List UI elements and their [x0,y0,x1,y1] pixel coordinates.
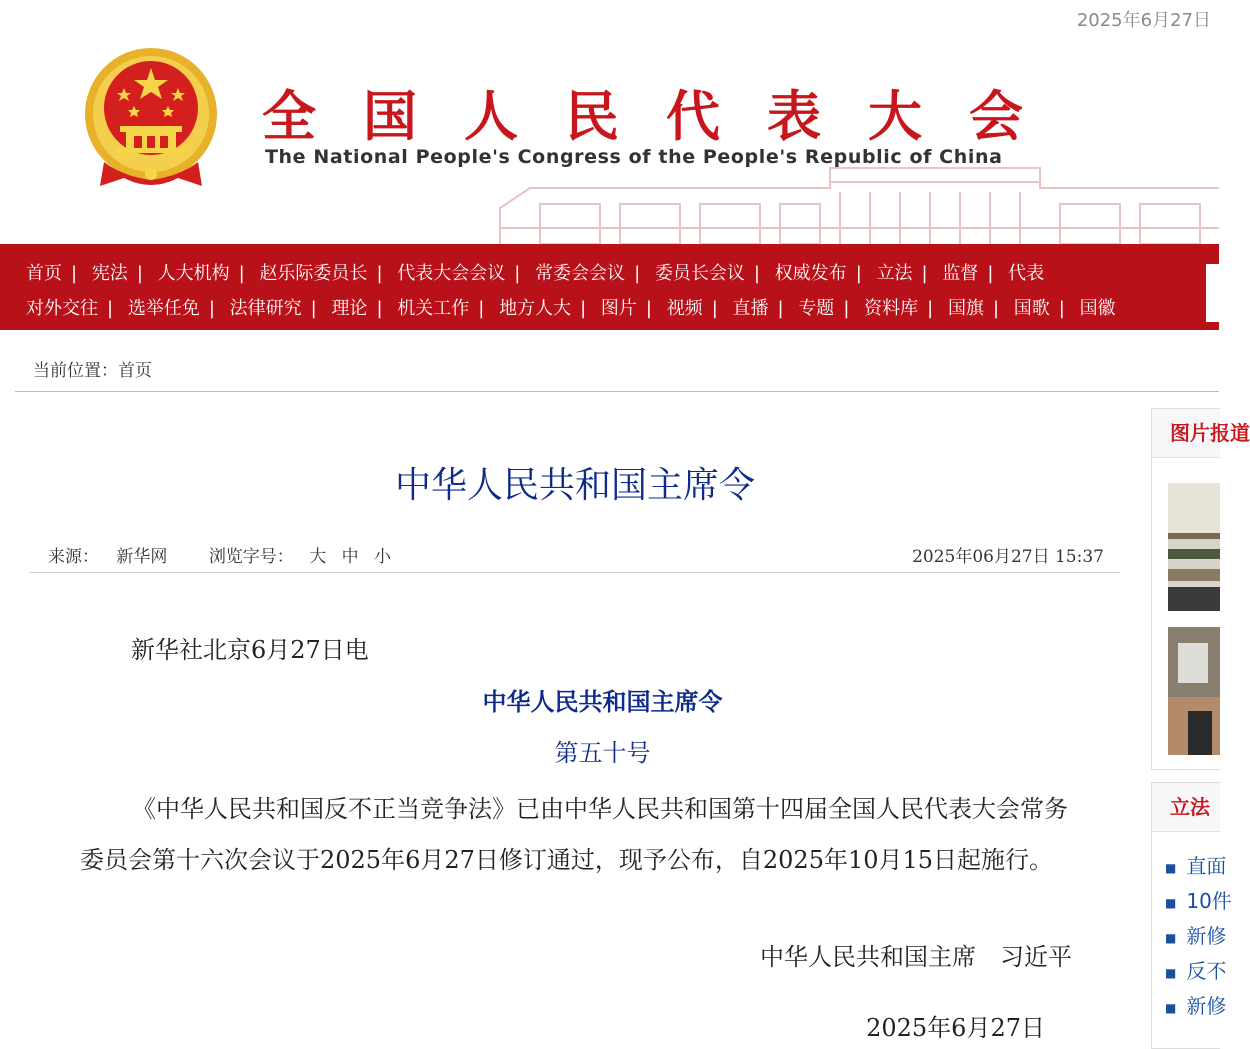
nav-item-releases[interactable]: 权威发布 [774,263,847,284]
nav-item-institutions[interactable]: 人大机构 [157,263,230,284]
list-item[interactable] [1165,885,1232,920]
great-hall-icon [500,168,1219,244]
article-title: 中华人民共和国主席令 [394,465,755,506]
nav-item-local-congress[interactable]: 地方人大 [499,298,572,319]
nav-item-emblem[interactable]: 国徽 [1079,298,1116,319]
bullet-icon: ■ [1165,860,1177,875]
meta-left [48,542,391,567]
bullet-icon: ■ [1165,895,1177,910]
nav-separator: | [645,298,652,319]
national-emblem-icon[interactable] [82,44,220,194]
nav-item-chairmen-council[interactable]: 委员长会议 [654,263,745,284]
photo-thumbnail-meeting[interactable] [1168,483,1220,611]
list-item[interactable] [1165,850,1232,885]
nav-separator: | [310,298,317,319]
nav-item-legislation[interactable]: 立法 [876,263,913,284]
legislation-list [1165,850,1232,1025]
order-title: 中华人民共和国主席令 [482,687,723,716]
breadcrumb-divider [15,391,1219,392]
article-meta [30,542,1120,573]
list-item[interactable] [1165,920,1232,955]
nav-item-legal-research[interactable]: 法律研究 [229,298,302,319]
nav-separator: | [777,298,784,319]
article-dateline: 新华社北京6月27日电 [131,636,369,664]
nav-separator: | [376,263,383,284]
nav-item-topics[interactable]: 专题 [798,298,835,319]
nav-separator: | [634,263,641,284]
nav-item-chairman[interactable]: 赵乐际委员长 [259,263,368,284]
nav-item-home[interactable]: 首页 [26,263,62,284]
nav-edge [1206,264,1219,322]
nav-item-live[interactable]: 直播 [732,298,769,319]
nav-separator: | [580,298,587,319]
nav-row-2 [26,294,1116,320]
source-label: 来源： [48,547,99,567]
nav-separator: | [376,298,383,319]
nav-separator: | [843,298,850,319]
article-datetime: 2025年06月27日 15:37 [912,547,1104,567]
bullet-icon: ■ [1165,930,1177,945]
fontsize-small-button[interactable]: 小 [374,547,392,567]
article-paragraph: 《中华人民共和国反不正当竞争法》已由中华人民共和国第十四届全国人民代表大会常务委员会第十六次会议于2025年6月27日修订通过，现予公布，自2025年10月15日起施行。 [80,795,1068,874]
nav-separator: | [711,298,718,319]
nav-item-supervision[interactable]: 监督 [942,263,979,284]
photo-report-box [1151,408,1250,770]
nav-item-constitution[interactable]: 宪法 [91,263,128,284]
nav-separator: | [71,263,78,284]
main-nav [0,244,1219,330]
nav-separator: | [238,263,245,284]
nav-item-database[interactable]: 资料库 [864,298,919,319]
nav-item-standing-committee[interactable]: 常委会会议 [535,263,626,284]
nav-separator: | [478,298,485,319]
nav-item-office-work[interactable]: 机关工作 [397,298,470,319]
list-item-label[interactable]: 10件 [1186,889,1232,913]
article-sign-date: 2025年6月27日 [866,1014,1045,1042]
nav-item-elections[interactable]: 选举任免 [127,298,200,319]
nav-separator: | [136,263,143,284]
nav-separator: | [107,298,114,319]
legislation-heading[interactable]: 立法 [1152,783,1220,832]
nav-item-video[interactable]: 视频 [666,298,703,319]
top-date: 2025年6月27日 [1076,10,1211,31]
nav-separator: | [987,263,994,284]
bullet-icon: ■ [1165,1000,1177,1015]
nav-separator: | [927,298,934,319]
nav-separator: | [921,263,928,284]
breadcrumb[interactable]: 当前位置：首页 [33,361,152,381]
list-item-label[interactable]: 新修 [1186,924,1227,948]
article-signer: 中华人民共和国主席 习近平 [760,943,1072,971]
nav-row-1 [26,259,1044,285]
bullet-icon: ■ [1165,965,1177,980]
nav-item-theory[interactable]: 理论 [331,298,368,319]
nav-item-pictures[interactable]: 图片 [600,298,637,319]
nav-item-deputies[interactable]: 代表 [1008,263,1045,284]
photo-thumbnail-waterfall[interactable] [1168,627,1220,755]
site-title[interactable]: 全国人民代表大会 [262,85,1070,148]
fontsize-label: 浏览字号： [208,547,294,567]
nav-separator: | [208,298,215,319]
list-item-label[interactable]: 新修 [1186,994,1227,1018]
source-value: 新华网 [116,547,168,567]
fontsize-large-button[interactable]: 大 [309,547,327,567]
nav-item-congress-sessions[interactable]: 代表大会会议 [397,263,506,284]
nav-separator: | [992,298,1000,319]
fontsize-medium-button[interactable]: 中 [341,547,359,567]
list-item[interactable] [1165,955,1232,990]
nav-separator: | [855,263,862,284]
order-number: 第五十号 [554,739,651,767]
nav-item-anthem[interactable]: 国歌 [1013,298,1050,319]
photo-report-heading[interactable]: 图片报道 [1152,409,1220,458]
nav-separator: | [514,263,521,284]
list-item-label[interactable]: 反不 [1186,959,1227,983]
nav-separator: | [753,263,760,284]
nav-item-flag[interactable]: 国旗 [947,298,984,319]
nav-item-foreign[interactable]: 对外交往 [26,298,98,319]
list-item[interactable] [1165,990,1232,1025]
list-item-label[interactable]: 直面 [1186,854,1227,878]
site-subtitle: The National People's Congress of the People's Republic of China [265,146,1003,168]
nav-separator: | [1058,298,1065,319]
site-header [0,0,1219,244]
